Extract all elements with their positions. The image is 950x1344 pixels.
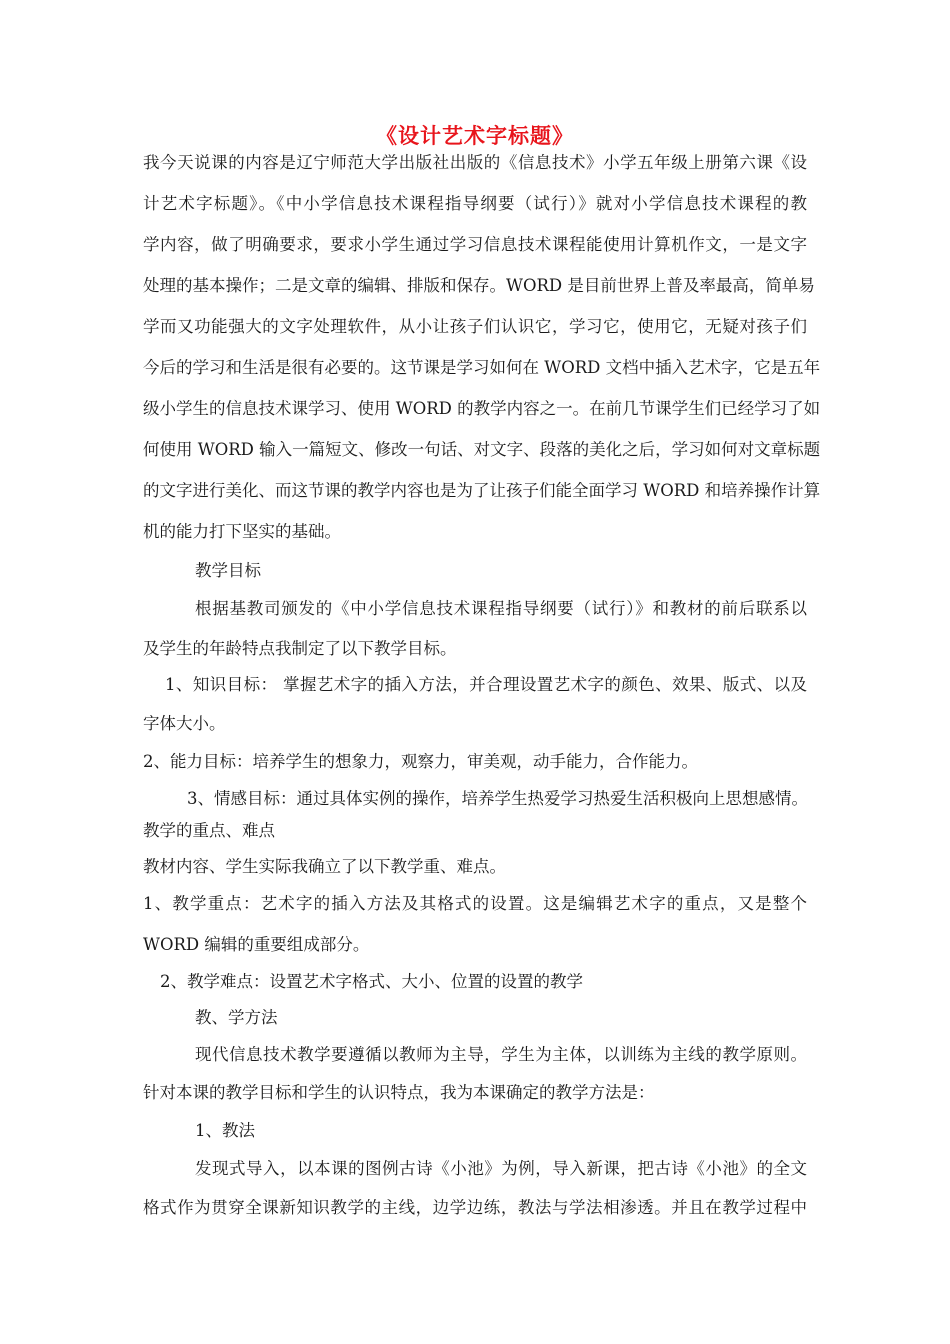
paragraph-line: 2、教学难点：设置艺术字格式、大小、位置的设置的教学: [160, 972, 583, 991]
paragraph-line: 字体大小。: [143, 714, 226, 733]
section-heading: 教学的重点、难点: [143, 821, 275, 840]
paragraph-line: 学而又功能强大的文字处理软件，从小让孩子们认识它，学习它，使用它，无疑对孩子们: [143, 317, 807, 336]
paragraph-line: 的文字进行美化、而这节课的教学内容也是为了让孩子们能全面学习 WORD 和培养操作计算: [143, 481, 821, 500]
paragraph-line: 学内容，做了明确要求，要求小学生通过学习信息技术课程能使用计算机作文，一是文字: [143, 235, 807, 254]
section-heading: 教、学方法: [195, 1008, 278, 1027]
paragraph-line: 2、能力目标：培养学生的想象力，观察力，审美观，动手能力，合作能力。: [143, 752, 698, 771]
section-heading: 教学目标: [195, 561, 261, 580]
paragraph-line: 级小学生的信息技术课学习、使用 WORD 的教学内容之一。在前几节课学生们已经学习了如: [143, 399, 821, 418]
paragraph-line: 1、知识目标： 掌握艺术字的插入方法，并合理设置艺术字的颜色、效果、版式、以及: [165, 675, 807, 694]
paragraph-line: 处理的基本操作；二是文章的编辑、排版和保存。WORD 是目前世界上普及率最高，简单易: [143, 276, 815, 295]
paragraph-line: 及学生的年龄特点我制定了以下教学目标。: [143, 639, 457, 658]
section-heading: 1、教法: [195, 1121, 255, 1140]
paragraph-line: 1、教学重点：艺术字的插入方法及其格式的设置。这是编辑艺术字的重点，又是整个: [143, 894, 807, 913]
paragraph-line: 针对本课的教学目标和学生的认识特点，我为本课确定的教学方法是：: [143, 1083, 655, 1102]
paragraph-line: 计艺术字标题》。《中小学信息技术课程指导纲要（试行）》就对小学信息技术课程的教: [143, 194, 807, 213]
paragraph-line: 现代信息技术教学要遵循以教师为主导，学生为主体，以训练为主线的教学原则。: [195, 1045, 807, 1064]
paragraph-line: 机的能力打下坚实的基础。: [143, 522, 341, 541]
paragraph-line: 格式作为贯穿全课新知识教学的主线，边学边练，教法与学法相渗透。并且在教学过程中: [143, 1198, 807, 1217]
paragraph-line: 教材内容、学生实际我确立了以下教学重、难点。: [143, 857, 506, 876]
paragraph-line: 我今天说课的内容是辽宁师范大学出版社出版的《信息技术》小学五年级上册第六课《设: [143, 153, 807, 172]
paragraph-line: 今后的学习和生活是很有必要的。这节课是学习如何在 WORD 文档中插入艺术字，它是五年: [143, 358, 821, 377]
paragraph-line: 根据基教司颁发的《中小学信息技术课程指导纲要（试行）》和教材的前后联系以: [195, 599, 807, 618]
paragraph-line: 何使用 WORD 输入一篇短文、修改一句话、对文字、段落的美化之后，学习如何对文章标题: [143, 440, 821, 459]
paragraph-line: 3、情感目标：通过具体实例的操作，培养学生热爱学习热爱生活积极向上思想感情。: [187, 789, 808, 808]
document-title: 《设计艺术字标题》: [376, 123, 574, 148]
paragraph-line: WORD 编辑的重要组成部分。: [143, 935, 370, 954]
paragraph-line: 发现式导入，以本课的图例古诗《小池》为例，导入新课，把古诗《小池》的全文: [195, 1159, 807, 1178]
